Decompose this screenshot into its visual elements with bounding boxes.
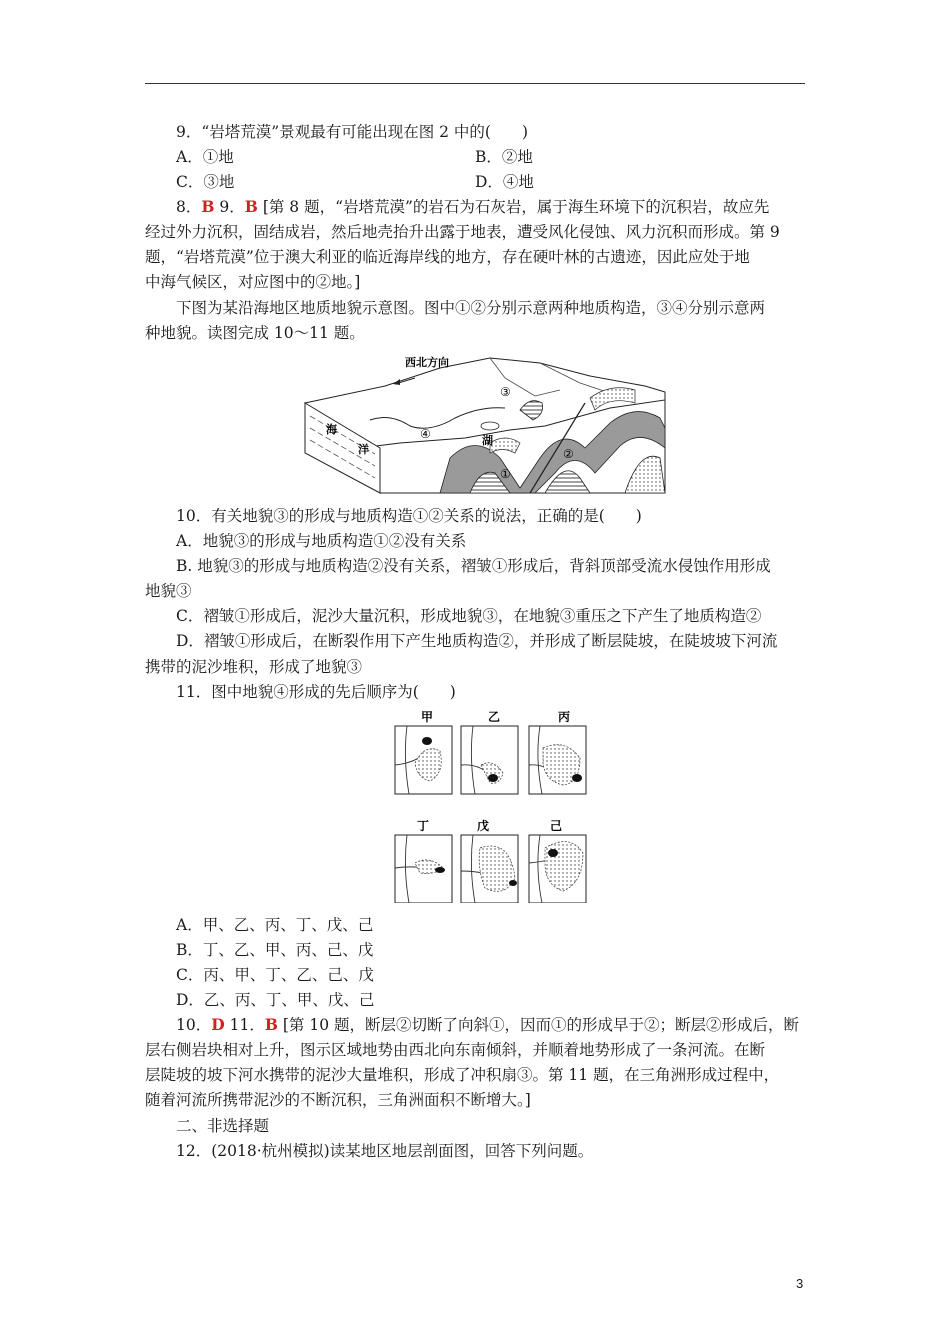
answer-10-11-line2: 层右侧岩块相对上升，图示区域地势由西北向东南倾斜，并顺着地势形成了一条河流。在断 xyxy=(145,1041,766,1059)
q9-stem: 9．“岩塔荒漠”景观最有可能出现在图 2 中的( ) xyxy=(176,123,529,141)
marker-4: ④ xyxy=(420,427,431,441)
sea-label-2: 洋 xyxy=(358,443,369,456)
panel-label-bing: 丙 xyxy=(558,710,571,724)
page-number: 3 xyxy=(796,1276,804,1291)
intro-line1: 下图为某沿海地区地质地貌示意图。图中①②分别示意两种地质构造，③④分别示意两 xyxy=(176,299,766,317)
q11-option-b: B．丁、乙、甲、丙、己、戊 xyxy=(176,941,374,959)
q9-option-d: D．④地 xyxy=(475,173,534,191)
q11-option-d: D．乙、丙、丁、甲、戊、己 xyxy=(176,991,375,1009)
panel-label-ding: 丁 xyxy=(417,819,430,833)
q10-option-a: A．地貌③的形成与地质构造①②没有关系 xyxy=(176,532,467,550)
header-rule xyxy=(145,83,805,84)
answer-10-11-line4: 随着河流所携带泥沙的不断沉积，三角洲面积不断增大。] xyxy=(145,1091,531,1109)
q10-option-d: D．褶皱①形成后，在断裂作用下产生地质构造②，并形成了断层陡坡，在陡坡坡下河流 xyxy=(176,632,778,650)
section-heading: 二、非选择题 xyxy=(176,1117,270,1135)
answer-8-9: 8．B 9．B [第 8 题，“岩塔荒漠”的岩石为石灰岩，属于海生环境下的沉积岩，故应先 xyxy=(176,197,770,216)
intro-line2: 种地貌。读图完成 10～11 题。 xyxy=(145,324,365,342)
panel-label-yi: 乙 xyxy=(488,710,501,724)
answer-8-9-line3: 题，“岩塔荒漠”位于澳大利亚的临近海岸线的地方，存在硬叶林的古遗迹，因此应处于地 xyxy=(145,248,750,266)
sea-label-1: 海 xyxy=(326,423,337,436)
marker-1: ① xyxy=(500,467,511,481)
answer-11-letter: B xyxy=(264,1015,278,1034)
answer-8-9-line2: 经过外力沉积，固结成岩，然后地壳抬升出露于地表，遭受风化侵蚀、风力沉积而形成。第 9 xyxy=(145,223,780,241)
geology-block-diagram xyxy=(290,348,670,498)
panel-label-wu: 戊 xyxy=(477,819,490,833)
q10-option-b: B. 地貌③的形成与地质构造②没有关系，褶皱①形成后，背斜顶部受流水侵蚀作用形成 xyxy=(176,557,771,575)
q10-option-b-cont: 地貌③ xyxy=(145,582,192,600)
q9-option-c: C．③地 xyxy=(176,173,235,191)
panel-label-jia: 甲 xyxy=(421,710,434,724)
marker-3: ③ xyxy=(500,385,511,399)
q11-option-c: C．丙、甲、丁、乙、己、戊 xyxy=(176,966,374,984)
lake-label: 湖 xyxy=(482,434,493,447)
answer-10-11: 10．D 11．B [第 10 题，断层②切断了向斜①，因而①的形成早于②；断层②形成后，断 xyxy=(176,1015,800,1034)
answer-10-11-line3: 层陡坡的坡下河水携带的泥沙大量堆积，形成了冲积扇③。第 11 题，在三角洲形成过程中， xyxy=(145,1066,780,1084)
q11-option-a: A．甲、乙、丙、丁、戊、己 xyxy=(176,916,374,934)
q10-option-c: C．褶皱①形成后，泥沙大量沉积，形成地貌③，在地貌③重压之下产生了地质构造② xyxy=(176,607,762,625)
q9-option-a: A．①地 xyxy=(176,148,234,166)
q10-option-d-cont: 携带的泥沙堆积，形成了地貌③ xyxy=(145,658,363,676)
answer-9-letter: B xyxy=(244,197,258,216)
q9-option-b: B．②地 xyxy=(475,148,533,166)
panel-label-ji: 己 xyxy=(550,819,563,833)
answer-8-letter: B xyxy=(201,197,215,216)
answer-10-letter: D xyxy=(211,1015,225,1034)
q11-stem: 11．图中地貌④形成的先后顺序为( ) xyxy=(176,683,456,701)
q12-stem: 12．(2018·杭州模拟)读某地区地层剖面图，回答下列问题。 xyxy=(176,1142,594,1160)
marker-2: ② xyxy=(563,447,574,461)
q10-stem: 10．有关地貌③的形成与地质构造①②关系的说法，正确的是( ) xyxy=(176,507,642,525)
answer-8-9-line4: 中海气候区，对应图中的②地。] xyxy=(145,273,361,291)
direction-label: 西北方向 xyxy=(405,356,449,369)
delta-stage-panels xyxy=(385,703,610,903)
